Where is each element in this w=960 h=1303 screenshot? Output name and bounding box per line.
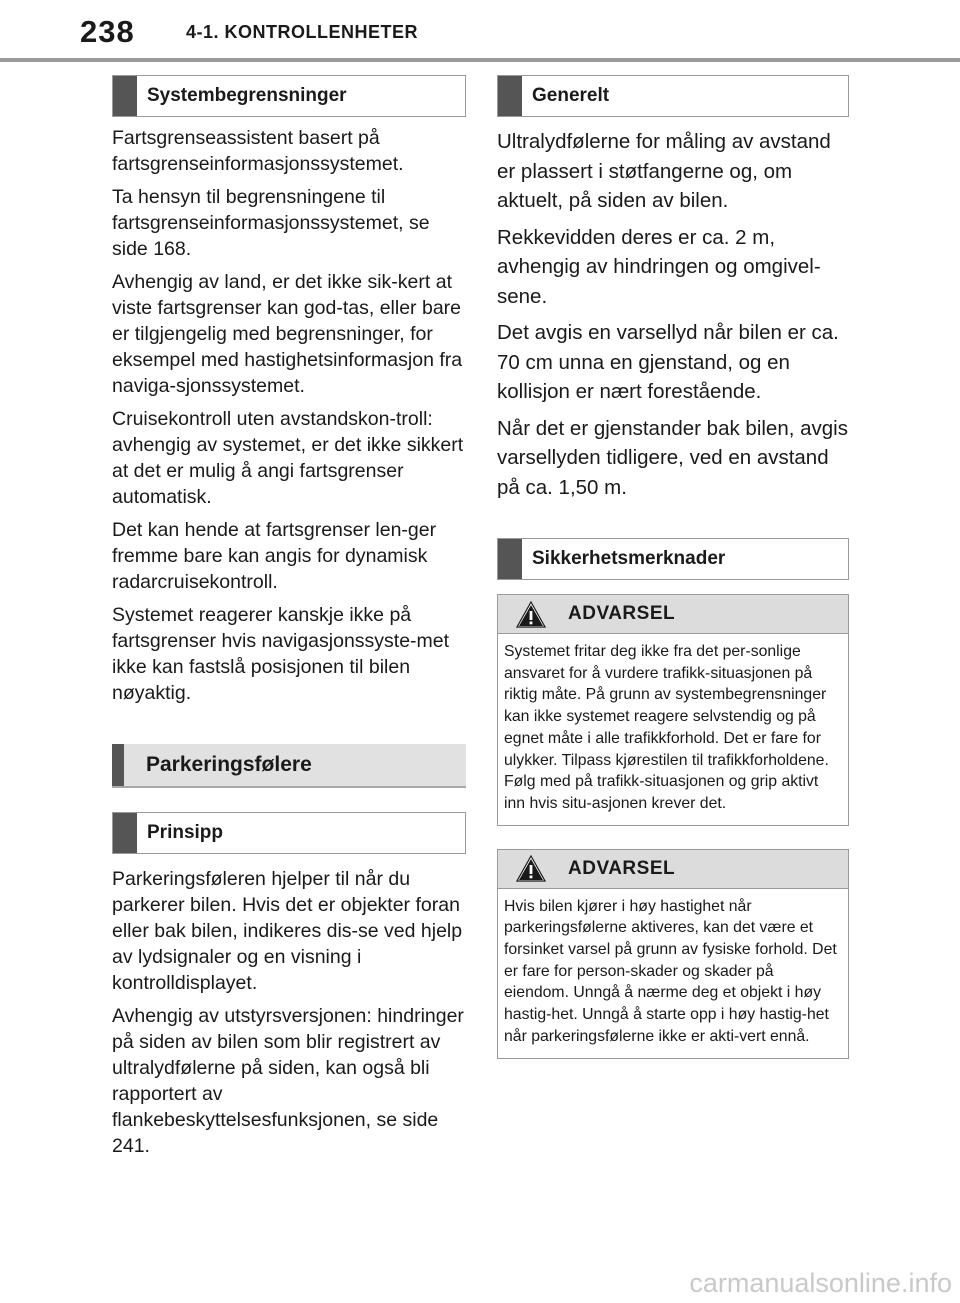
- warning-box: [497, 594, 849, 826]
- paragraph: Cruisekontroll uten avstandskon-troll: avhengig av systemet, er det ikke sikkert at det er mulig å angi fartsgrenser automatisk.: [112, 408, 464, 508]
- paragraph: Når det er gjenstander bak bilen, avgis varsellyden tidligere, ved en avstand på ca. 1,50 m.: [497, 416, 848, 499]
- warning-box: [497, 849, 849, 1059]
- paragraph: Det avgis en varsellyd når bilen er ca. 70 cm unna en gjenstand, og en kollisjon er nært forestående.: [497, 321, 839, 403]
- paragraph: Rekkevidden deres er ca. 2 m, avhengig av hindringen og omgivel-sene.: [497, 225, 821, 308]
- warning-text: Systemet fritar deg ikke fra det per-sonlige ansvaret for å vurdere trafikk-situasjonen på riktig måte. På grunn av systembegrensninger kan ikke systemet reagere selvstendig og på egnet måte i alle trafikkforhold. Det er fare for ulykker. Tilpass kjørestilen til trafikkforholdene. Følg med på trafikk-situasjonen og grip aktivt inn hvis situ-asjonen krever det.: [504, 643, 829, 812]
- paragraph: Systemet reagerer kanskje ikke på fartsgrenser hvis navigasjonssyste-met ikke kan fastslå posisjonen til bilen nøyaktig.: [112, 604, 450, 704]
- warning-triangle-icon: [516, 601, 546, 628]
- paragraph: Parkeringsføleren hjelper til når du parkerer bilen. Hvis det er objekter foran eller bak bilen, indikeres dis-se ved hjelp av lydsignaler og en visning i kontrolldisplayet.: [112, 868, 463, 994]
- right-column: [497, 75, 849, 1059]
- page-header: [0, 0, 960, 64]
- subheading-generelt: [497, 75, 849, 117]
- watermark: carmanualsonline.info: [689, 1268, 952, 1298]
- subheading-sikkerhetsmerknader: [497, 538, 849, 580]
- left-column: [112, 75, 466, 1159]
- warning-title: ADVARSEL: [568, 857, 676, 879]
- section-heading-label: Parkeringsfølere: [146, 753, 312, 776]
- spacer: [497, 502, 849, 538]
- warning-header: [498, 595, 848, 634]
- warning-triangle-icon: [516, 855, 546, 882]
- heading-bar: [498, 76, 522, 116]
- paragraph: Det kan hende at fartsgrenser len-ger fremme bare kan angis for dynamisk radarcruisekontroll.: [112, 519, 437, 593]
- heading-bar: [113, 76, 137, 116]
- warning-text: Hvis bilen kjører i høy hastighet når parkeringsfølerne aktiveres, kan det være et forsinket varsel på grunn av fysiske forhold. Det er fare for person-skader og skader på eiendom. Unngå å nærme deg et objekt i høy hastig-het. Unngå å starte opp i høy hastig-het når parkeringsfølerne ikke er akti-vert ennå.: [504, 897, 837, 1045]
- subheading-label: Sikkerhetsmerknader: [532, 548, 726, 569]
- warning-header: [498, 850, 848, 889]
- paragraph: Avhengig av utstyrsversjonen: hindringer på siden av bilen som blir registrert av ultralydfølerne på siden, kan også bli rapportert av flankebeskyttelsesfunksjonen, se side 241.: [112, 1005, 464, 1157]
- spacer: [112, 706, 466, 744]
- heading-bar: [112, 744, 124, 786]
- paragraph: Ultralydfølerne for måling av avstand er plassert i støtfangerne og, om aktuelt, på siden av bilen.: [497, 130, 831, 212]
- paragraph: Ta hensyn til begrensningene til fartsgrenseinformasjonssystemet, se side 168.: [112, 186, 430, 260]
- header-rule: [0, 58, 960, 62]
- subheading-systembegrensninger: [112, 75, 466, 117]
- subheading-label: Systembegrensninger: [147, 85, 347, 106]
- spacer: [497, 580, 849, 594]
- subheading-label: Generelt: [532, 85, 610, 106]
- warning-title: ADVARSEL: [568, 603, 676, 624]
- subheading-label: Prinsipp: [147, 822, 224, 843]
- chapter-title: 4-1. KONTROLLENHETER: [186, 22, 419, 42]
- spacer: [112, 788, 466, 812]
- page-number: 238: [80, 14, 135, 49]
- subheading-prinsipp: [112, 812, 466, 854]
- paragraph: Fartsgrenseassistent basert på fartsgrenseinformasjonssystemet.: [112, 127, 404, 175]
- paragraph: Avhengig av land, er det ikke sik-kert at viste fartsgrenser kan god-tas, eller bare er tilgjengelig med begrensninger, for eksempel med hastighetsinformasjon fra naviga-sjonssystemet.: [112, 271, 463, 397]
- heading-bar: [498, 539, 522, 579]
- heading-bar: [113, 813, 137, 853]
- section-heading-parkeringsfolere: [112, 744, 466, 788]
- spacer: [497, 826, 849, 849]
